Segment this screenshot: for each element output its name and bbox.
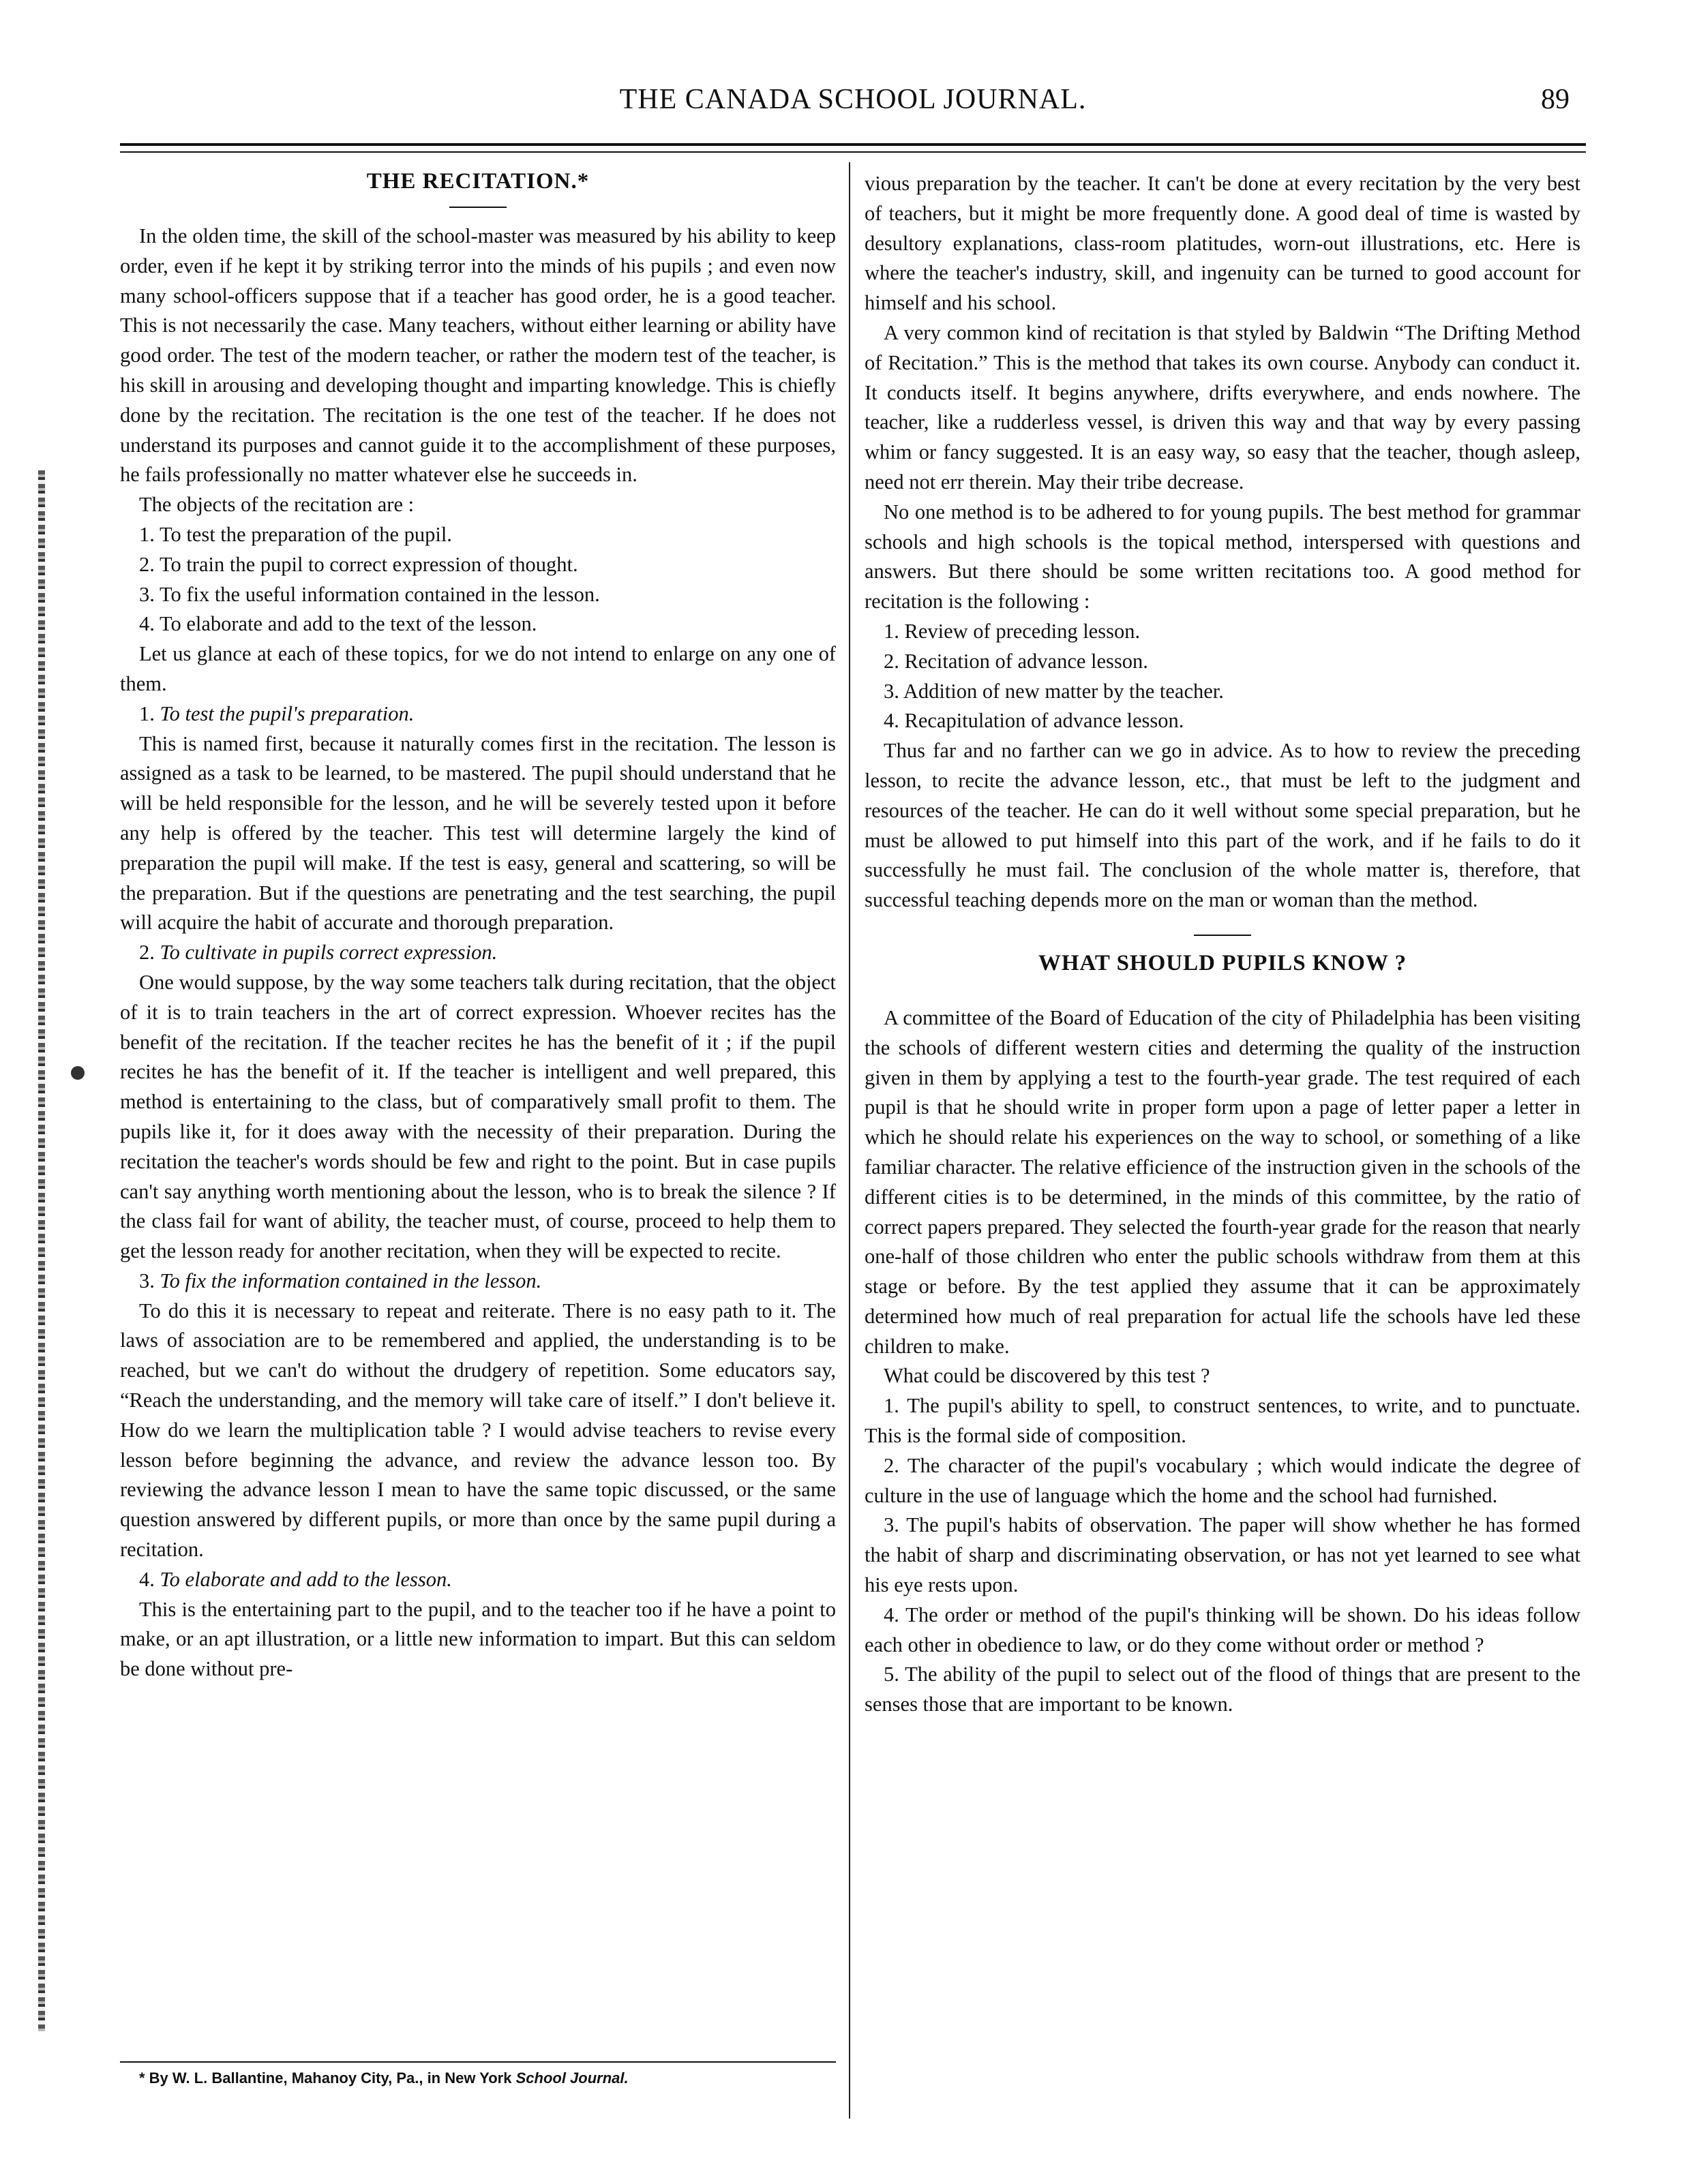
objects-intro: The objects of the recitation are : — [139, 493, 415, 517]
heading-rule — [449, 207, 507, 208]
objects-item: 1. To test the preparation of the pupil. — [139, 522, 452, 546]
column-divider — [849, 162, 850, 2119]
glance-paragraph: Let us glance at each of these topics, for we do not intend to enlarge on any one of them. — [120, 642, 836, 695]
method-list-item: 4. Recapitulation of advance lesson. — [884, 709, 1184, 733]
running-head — [120, 83, 1586, 124]
discovery-item: 3. The pupil's habits of observation. The paper will show whether he has formed the habit of sharp and discriminating observation, or has not yet learned to see what his eye rests upon. — [865, 1513, 1580, 1597]
method-list-item: 2. Recitation of advance lesson. — [884, 649, 1148, 673]
subsection-4-title: 4. To elaborate and add to the lesson. — [139, 1567, 452, 1591]
objects-item: 3. To fix the useful information contained in the lesson. — [139, 582, 600, 606]
binding-hole — [71, 1066, 85, 1080]
journal-title: THE CANADA SCHOOL JOURNAL. — [619, 84, 1087, 115]
page-number: 89 — [1541, 84, 1570, 115]
left-column — [120, 169, 836, 2119]
section-rule — [1194, 935, 1251, 936]
subsection-3-title: 3. To fix the information contained in the lesson. — [139, 1269, 542, 1292]
footnote: * By W. L. Ballantine, Mahanoy City, Pa., in New York School Journal. — [139, 2069, 629, 2087]
section-heading: WHAT SHOULD PUPILS KNOW ? — [1038, 950, 1407, 975]
article-heading: THE RECITATION.* — [366, 169, 590, 194]
discovery-item: 2. The character of the pupil's vocabulary ; which would indicate the degree of culture in the use of language which the home and the school had furnished. — [865, 1453, 1580, 1507]
subsection-1-title: 1. To test the pupil's preparation. — [139, 701, 415, 725]
method-list-item: 1. Review of preceding lesson. — [884, 619, 1141, 643]
advice-paragraph: Thus far and no farther can we go in advice. As to how to review the preceding lesson, to recite the advance lesson, etc., that must be left to the judgment and resources of the teacher. He can do it well without some special preparation, but he must be allowed to put himself into this part of the work, and if he fails to do it successfully he must fail. The conclusion of the whole matter is, therefore, that successful teaching depends more on the man or woman than the method. — [865, 739, 1580, 912]
method-paragraph: No one method is to be adhered to for young pupils. The best method for grammar schools and high schools is the topical method, interspersed with questions and answers. But there should be some written recitations too. A good method for recitation is the following : — [865, 500, 1580, 613]
objects-item: 4. To elaborate and add to the text of the lesson. — [139, 612, 537, 636]
binding-edge — [38, 470, 45, 2031]
subsection-2-text: One would suppose, by the way some teachers talk during recitation, that the object of it is to train teachers in the art of correct expression. Whoever recites has the benefit of the recitation. If the teacher recites he has the benefit of it ; if the pupil recites he has the benefit of it. If the teacher is intelligent and well prepared, this method is entertaining to the class, but of comparatively small profit to them. The pupils like it, for it does away with the necessity of their preparation. During the recitation the teacher's words should be few and right to the point. But in case pupils can't say anything worth mentioning about the lesson, who is to break the silence ? If the class fail for want of ability, the teacher must, of course, proceed to help them to get the lesson ready for another recitation, when they will be expected to recite. — [120, 970, 836, 1263]
discovery-item: 5. The ability of the pupil to select out of the flood of things that are present to the senses those that are important to be known. — [865, 1663, 1580, 1716]
subsection-3-text: To do this it is necessary to repeat and reiterate. There is no easy path to it. The laws of association are to be remembered and applied, the understanding is to be reached, but we can't do without the drudgery of repetition. Some educators say, “Reach the understanding, and the memory will take care of itself.” I don't believe it. How do we learn the multiplication table ? I would advise teachers to revise every lesson before beginning the advance, and review the advance lesson too. By reviewing the advance lesson I mean to have the same topic discussed, or the same question answered by different pupils, or more than once by the same pupil during a recitation. — [120, 1299, 836, 1562]
intro-paragraph: In the olden time, the skill of the school-master was measured by his ability to keep order, even if he kept it by striking terror into the minds of his pupils ; and even now many school-officers suppose that if a teacher has good order, he is a good teacher. This is not necessarily the case. Many teachers, without either learning or ability have good order. The test of the modern teacher, or rather the modern test of the teacher, is his skill in arousing and developing thought and imparting knowledge. This is chiefly done by the recitation. The recitation is the one test of the teacher. If he does not understand its purposes and cannot guide it to the accomplishment of these purposes, he fails professionally no matter whatever else he succeeds in. — [120, 224, 836, 487]
subsection-2-title: 2. To cultivate in pupils correct expression. — [139, 941, 498, 965]
right-column — [865, 169, 1580, 2119]
continuation-paragraph: vious preparation by the teacher. It can't be done at every recitation by the very best of teachers, but it might be more frequently done. A good deal of time is wasted by desultory explanations, class-room platitudes, worn-out illustrations, etc. Here is where the teacher's industry, skill, and ingenuity can be turned to good account for himself and his school. — [865, 172, 1580, 315]
objects-item: 2. To train the pupil to correct expression of thought. — [139, 552, 578, 576]
discovery-item: 1. The pupil's ability to spell, to construct sentences, to write, and to punctuate. This is the formal side of composition. — [865, 1394, 1580, 1448]
section-spacer — [1194, 988, 1251, 990]
footnote-rule — [120, 2061, 836, 2063]
drifting-method-paragraph: A very common kind of recitation is that styled by Baldwin “The Drifting Method of Recitation.” This is the method that takes its own course. Anybody can conduct it. It conducts itself. It begins anywhere, drifts everywhere, and ends nowhere. The teacher, like a rudderless vessel, is driven this way and that way by every passing whim or fancy suggested. It is an easy way, so easy that the teacher, though asleep, need not err therein. May their tribe decrease. — [865, 320, 1580, 494]
header-rule-thick — [120, 143, 1586, 146]
subsection-4-text: This is the entertaining part to the pupil, and to the teacher too if he have a point to make, or an apt illustration, or a little new information to impart. But this can seldom be done without pre- — [120, 1597, 836, 1681]
question-line: What could be discovered by this test ? — [884, 1364, 1210, 1388]
header-rule-thin — [120, 151, 1586, 153]
method-list-item: 3. Addition of new matter by the teacher. — [884, 679, 1224, 703]
subsection-1-text: This is named first, because it naturally comes first in the recitation. The lesson is assigned as a task to be learned, to be mastered. The pupil should understand that he will be held responsible for the lesson, and he will be severely tested upon it before any help is offered by the teacher. This test will determine largely the kind of preparation the pupil will make. If the test is easy, general and scattering, so will be the preparation. But if the questions are penetrating and the test searching, the pupil will acquire the habit of accurate and thorough preparation. — [120, 731, 836, 935]
discovery-item: 4. The order or method of the pupil's thinking will be shown. Do his ideas follow each other in obedience to law, or do they come without order or method ? — [865, 1603, 1580, 1656]
committee-paragraph: A committee of the Board of Education of the city of Philadelphia has been visiting the schools of different western cities and determing the quality of the instruction given in them by applying a test to the fourth-year grade. The test required of each pupil is that he should write in proper form upon a page of letter paper a letter in which he should relate his experiences on the way to school, or something of a like familiar character. The relative efficience of the instruction given in the schools of the different cities is to be determined, in the minds of this committee, by the ratio of correct papers prepared. They selected the fourth-year grade for the reason that nearly one-half of those children who enter the public schools withdraw from them at this stage or before. By the test applied they assume that it can be approximately determined how much of real preparation for actual life the schools have led these children to make. — [865, 1005, 1580, 1358]
